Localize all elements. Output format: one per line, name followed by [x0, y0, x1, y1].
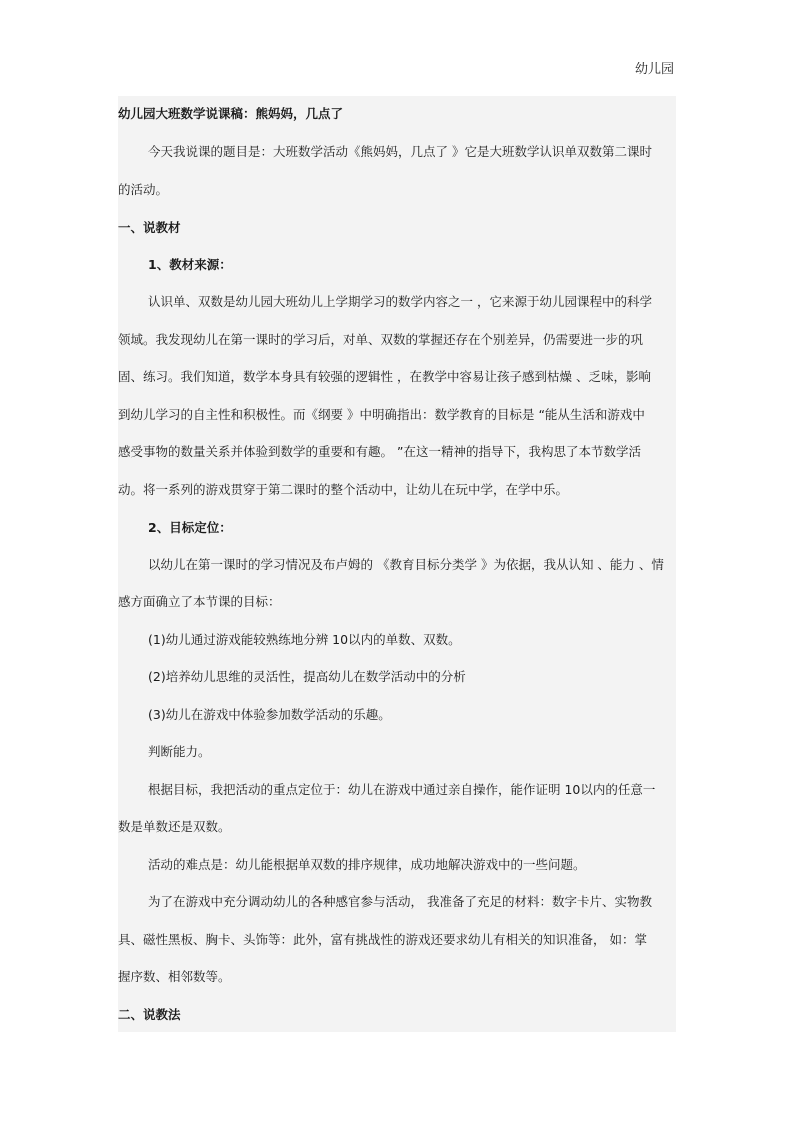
paragraph-line: 的活动。 — [118, 182, 169, 197]
subsection-heading: 2、目标定位： — [148, 520, 232, 535]
paragraph-line: 活动的难点是：幼儿能根据单双数的排序规律，成功地解决游戏中的一些问题。 — [148, 857, 586, 872]
section-heading: 一、说教材 — [118, 220, 181, 235]
section-heading: 二、说教法 — [118, 1007, 181, 1022]
paragraph-line: 具、磁性黑板、胸卡、头饰等：此外，富有挑战性的游戏还要求幼儿有相关的知识准备， 如：掌 — [118, 932, 647, 947]
paragraph-line: 到幼儿学习的自主性和积极性。而《纲要 》中明确指出：数学教育的目标是 “能从生活和游戏中 — [118, 407, 645, 422]
paragraph-line: 以幼儿在第一课时的学习情况及布卢姆的 《教育目标分类学 》为依据，我从认知 、能力 、情 — [148, 557, 664, 572]
paragraph-line: 今天我说课的题目是：大班数学活动《熊妈妈，几点了 》它是大班数学认识单双数第二课时 — [148, 144, 652, 159]
document-title: 幼儿园大班数学说课稿：熊妈妈，几点了 — [118, 106, 344, 121]
paragraph-line: 认识单、双数是幼儿园大班幼儿上学期学习的数学内容之一 ，它来源于幼儿园课程中的科学 — [148, 294, 652, 309]
list-item: (1)幼儿通过游戏能较熟练地分辨 10以内的单数、双数。 — [148, 632, 461, 647]
paragraph-line: 领域。我发现幼儿在第一课时的学习后，对单、双数的掌握还存在个别差异，仍需要进一步的巩 — [118, 332, 644, 347]
list-item: (3)幼儿在游戏中体验参加数学活动的乐趣。 — [148, 707, 391, 722]
paragraph-line: 数是单数还是双数。 — [118, 819, 231, 834]
paragraph-line: 判断能力。 — [148, 744, 211, 759]
paragraph-line: 固、练习。我们知道，数学本身具有较强的逻辑性 ，在教学中容易让孩子感到枯燥 、乏味，影响 — [118, 369, 651, 384]
paragraph-line: 为了在游戏中充分调动幼儿的各种感官参与活动， 我准备了充足的材料：数字卡片、实物教 — [148, 894, 652, 909]
list-item: (2)培养幼儿思维的灵活性，提高幼儿在数学活动中的分析 — [148, 669, 466, 684]
paragraph-line: 感方面确立了本节课的目标： — [118, 594, 281, 609]
subsection-heading: 1、教材来源： — [148, 257, 232, 272]
page-header: 幼儿园 — [634, 62, 674, 77]
document-body — [118, 96, 676, 1032]
paragraph-line: 握序数、相邻数等。 — [118, 969, 231, 984]
paragraph-line: 动。将一系列的游戏贯穿于第二课时的整个活动中，让幼儿在玩中学，在学中乐。 — [118, 482, 569, 497]
paragraph-line: 根据目标，我把活动的重点定位于：幼儿在游戏中通过亲自操作，能作证明 10以内的任意一 — [148, 782, 656, 797]
paragraph-line: 感受事物的数量关系并体验到数学的重要和有趣。 ”在这一精神的指导下，我构思了本节数学活 — [118, 444, 641, 459]
